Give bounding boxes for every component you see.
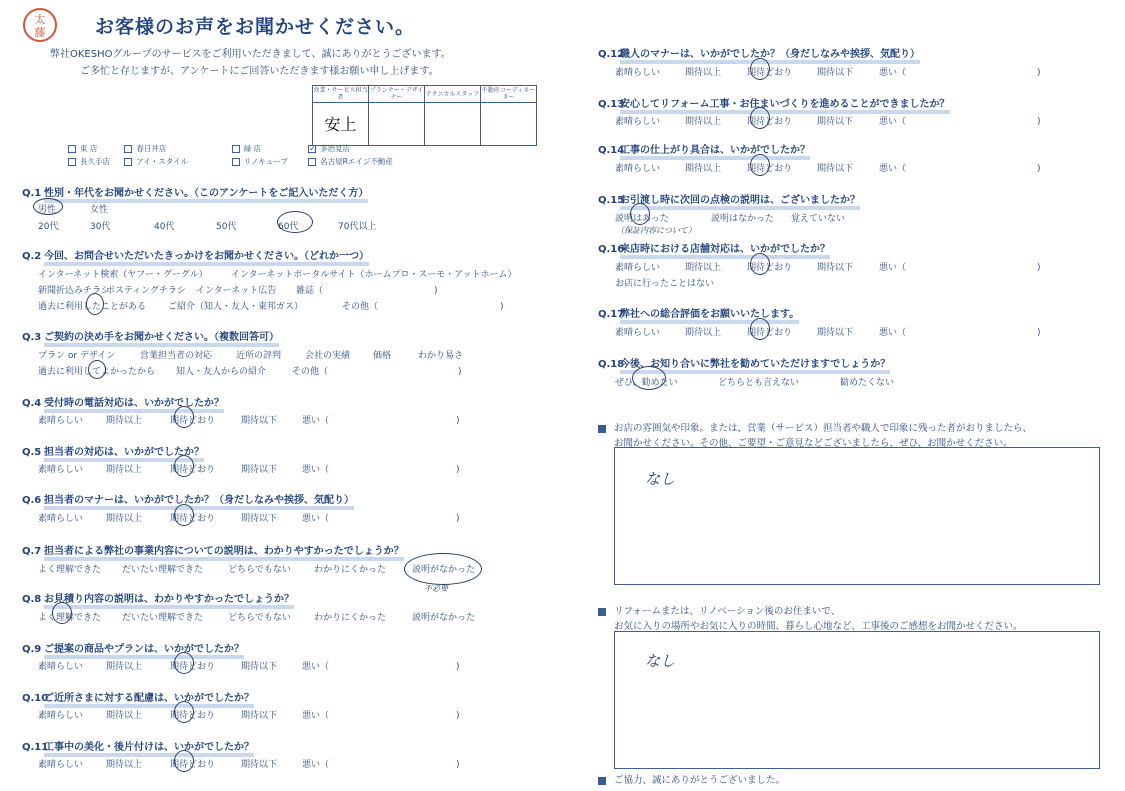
q2-options-row2: 新聞折込みチラシポスティングチラシ インターネット広告 雑誌（ ): [38, 286, 438, 296]
checkbox[interactable]: [124, 158, 132, 166]
checkbox[interactable]: [68, 158, 76, 166]
checkbox[interactable]: [308, 158, 316, 166]
age-options: 20代 30代 40代 50代 60代 70代以上: [38, 222, 377, 232]
question-q16: Q.16来店時における店舗対応は、いかがでしたか？: [598, 240, 830, 255]
q17-scale: 素晴らしい 期待以上 期待どおり 期待以下 悪い（ ): [615, 328, 1041, 338]
q14-scale: 素晴らしい 期待以上 期待どおり 期待以下 悪い（ ): [615, 164, 1041, 174]
answer-circle: [174, 504, 194, 526]
handwritten-note: （保証内容について）: [616, 226, 696, 235]
answer-circle: [750, 154, 770, 176]
q9-scale: 素晴らしい 期待以上 期待どおり 期待以下 悪い（ ): [38, 662, 460, 672]
q4-scale: 素晴らしい 期待以上 期待どおり 期待以下 悪い（ ): [38, 416, 460, 426]
realestate-coordinator-name[interactable]: [481, 103, 537, 146]
question-q15: Q.15お引渡し時に次回の点検の説明は、ございましたか？: [598, 191, 860, 206]
question-q1: Q.1 性別・年代をお聞かせください。（このアンケートをご記入いただく方）: [22, 184, 368, 199]
answer-circle: [750, 318, 770, 340]
answer-circle: [174, 406, 194, 428]
bullet-square: [598, 777, 606, 785]
q10-scale: 素晴らしい 期待以上 期待どおり 期待以下 悪い（ ): [38, 711, 460, 721]
question-q5: Q.5 担当者の対応は、いかがでしたか？: [22, 443, 204, 458]
q2-options-row1: インターネット検索（ヤフー・グーグル） インターネットポータルサイト（ホームプロ・スーモ・アットホーム）: [38, 270, 517, 280]
question-q10: Q.10ご近所さまに対する配慮は、いかがでしたか？: [22, 689, 254, 704]
question-q12: Q.12職人のマナーは、いかがでしたか？（身だしなみや挨拶、気配り）: [598, 45, 920, 60]
answer-circle: [86, 293, 104, 315]
planner-name[interactable]: [369, 103, 425, 146]
answer-circle: [632, 366, 666, 390]
comment-2-prompt-1: リフォームまたは、リノベーション後のお住まいで、: [598, 603, 840, 617]
page-title: お客様のお声をお聞かせください。: [95, 16, 416, 38]
answer-circle: [33, 198, 63, 215]
checkbox[interactable]: [232, 158, 240, 166]
question-q9: Q.9 ご提案の商品やプランは、いかがでしたか？: [22, 640, 244, 655]
checkbox-checked[interactable]: ✓: [309, 144, 316, 153]
comment-1-answer: なし: [645, 470, 676, 488]
answer-circle: [174, 750, 194, 772]
question-q2: Q.2 今回、お問合せいただいたきっかけをお聞かせください。（どれか一つ）: [22, 247, 369, 262]
q7-options: よく理解できた だいたい理解できた どちらでもない わかりにくかった 説明がなかった: [38, 565, 476, 575]
q6-scale: 素晴らしい 期待以上 期待どおり 期待以下 悪い（ ): [38, 514, 460, 524]
stamp-seal: 太 藤: [23, 8, 57, 42]
answer-circle: [174, 652, 194, 674]
staff-table: [312, 85, 537, 146]
bullet-square: [598, 425, 606, 433]
answer-circle: [174, 701, 194, 723]
comment-1-prompt-1: お店の雰囲気や印象。または、営業（サービス）担当者や職人で印象に残った者がおりましたら、: [598, 420, 1032, 434]
question-q7: Q.7 担当者による弊社の事業内容についての説明は、わかりやすかったでしょうか？: [22, 542, 404, 557]
technical-staff-name[interactable]: [425, 103, 481, 146]
q2-options-row3: 過去に利用したことがある ご紹介（知人・友人・東邦ガス） その他（ ): [38, 302, 504, 312]
staff-header: 営業・サービス担当者: [313, 87, 368, 101]
q3-options-row2: 過去に利用してよかったから 知人・友人からの紹介 その他（ ): [38, 367, 462, 377]
question-q8: Q.8 お見積り内容の説明は、わかりやすかったでしょうか？: [22, 590, 294, 605]
answer-circle: [52, 602, 72, 624]
question-q3: Q.3 ご契約の決め手をお聞かせください。（複数回答可）: [22, 328, 279, 343]
staff-header: 不動産コーディネーター: [481, 87, 536, 101]
q18-options: ぜひ、勧めたい どちらとも言えない 勧めたくない: [615, 378, 895, 388]
question-q6: Q.6 担当者のマナーは、いかがでしたか？（身だしなみや挨拶、気配り）: [22, 491, 354, 506]
answer-circle: [174, 455, 194, 477]
gender-options: 男性 女性: [38, 205, 109, 215]
answer-circle: [750, 107, 770, 129]
checkbox[interactable]: [68, 145, 76, 153]
handwritten-note: 不必要: [424, 584, 448, 593]
staff-header: プランナー・デザイナー: [369, 87, 424, 101]
comment-1-prompt-2: お聞かせください。その他、ご要望・ご意見などございましたら、ぜひ、お聞かせください。: [614, 438, 1013, 449]
answer-circle: [88, 360, 106, 379]
store-row-2: 長久手店 アイ・スタイル リノキューブ 名古屋Rエイジ不動産: [68, 156, 393, 167]
q16-extra-option[interactable]: お店に行ったことはない: [615, 279, 715, 289]
question-q4: Q.4 受付時の電話対応は、いかがでしたか？: [22, 394, 224, 409]
checkbox[interactable]: [232, 145, 240, 153]
checkbox[interactable]: [124, 145, 132, 153]
thanks-line: ご協力、誠にありがとうございました。: [598, 772, 785, 786]
staff-header: テクニカルスタッフ: [425, 86, 481, 103]
question-q17: Q.17弊社への総合評価をお願いいたします。: [598, 305, 799, 320]
question-q18: Q.18今後、お知り合いに弊社を勧めていただけますでしょうか？: [598, 355, 890, 370]
answer-circle: [277, 211, 313, 233]
answer-circle: [750, 58, 770, 80]
sales-staff-name[interactable]: 安上: [313, 103, 369, 146]
bullet-square: [598, 608, 606, 616]
question-q14: Q.14工事の仕上がり具合は、いかがでしたか？: [598, 141, 810, 156]
q3-options-row1: プラン or デザイン 営業担当者の対応 近所の評判 会社の実績 価格 わかり易さ: [38, 351, 464, 361]
answer-circle: [630, 203, 650, 225]
comment-2-box[interactable]: [614, 631, 1100, 769]
q13-scale: 素晴らしい 期待以上 期待どおり 期待以下 悪い（ ): [615, 117, 1041, 127]
q12-scale: 素晴らしい 期待以上 期待どおり 期待以下 悪い（ ): [615, 68, 1041, 78]
q15-options: 説明はあった 説明はなかった 覚えていない: [615, 214, 846, 224]
intro-line-2: ご多忙と存じますが、アンケートにご回答いただきます様お願い申し上げます。: [80, 66, 439, 77]
comment-2-prompt-2: お気に入りの場所やお気に入りの時間、暮らし心地など、工事後のご感想をお聞かせください。: [614, 621, 1023, 632]
q8-options: よく理解できた だいたい理解できた どちらでもない わかりにくかった 説明がなかった: [38, 613, 476, 623]
comment-2-answer: なし: [645, 652, 676, 670]
intro-line-1: 弊社OKESHOグループのサービスをご利用いただきまして、誠にありがとうございます。: [50, 49, 451, 60]
q11-scale: 素晴らしい 期待以上 期待どおり 期待以下 悪い（ ): [38, 760, 460, 770]
store-row-1: 東 店 春日井店 緑 店 ✓ 多治見店: [68, 143, 350, 154]
question-q11: Q.11工事中の美化・後片付けは、いかがでしたか？: [22, 738, 254, 753]
question-q13: Q.13安心してリフォーム工事・お住まいづくりを進めることができましたか？: [598, 95, 950, 110]
answer-circle: [750, 253, 770, 275]
q16-scale: 素晴らしい 期待以上 期待どおり 期待以下 悪い（ ): [615, 263, 1041, 273]
q5-scale: 素晴らしい 期待以上 期待どおり 期待以下 悪い（ ): [38, 465, 460, 475]
answer-circle: [404, 553, 482, 585]
comment-1-box[interactable]: [614, 447, 1100, 585]
